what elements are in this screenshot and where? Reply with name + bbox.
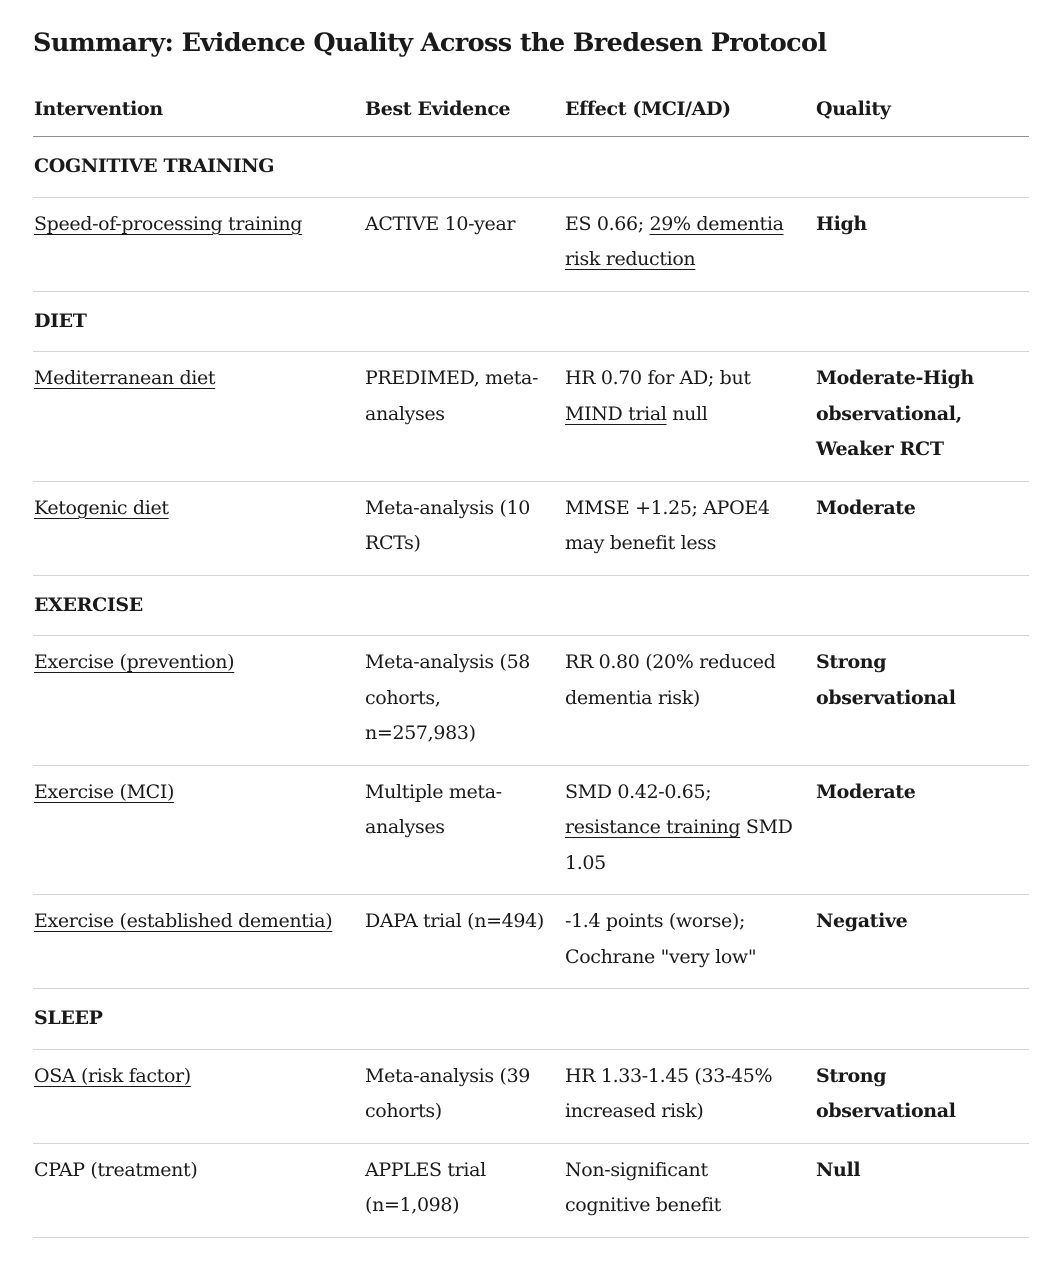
evidence-cell: Meta-analysis (10 RCTs) xyxy=(364,481,564,575)
section-row xyxy=(33,575,1029,636)
effect-text: SMD 0.42-0.65; xyxy=(565,780,712,803)
quality-cell: Moderate xyxy=(815,481,1029,575)
quality-cell: Null xyxy=(815,1143,1029,1237)
intervention-cell xyxy=(33,481,364,575)
table-title: Summary: Evidence Quality Across the Bredesen Protocol xyxy=(33,28,827,58)
intervention-link[interactable]: OSA (risk factor) xyxy=(34,1064,191,1087)
effect-text: -1.4 points (worse); Cochrane "very low" xyxy=(565,910,757,968)
column-header-effect: Effect (MCI/AD) xyxy=(564,94,815,137)
quality-cell: Strong observational xyxy=(815,636,1029,766)
table-row xyxy=(33,765,1029,895)
quality-cell: Strong observational xyxy=(815,1049,1029,1143)
section-heading: COGNITIVE TRAINING xyxy=(33,137,1029,198)
effect-cell xyxy=(564,636,815,766)
effect-cell xyxy=(564,481,815,575)
intervention-cell xyxy=(33,1143,364,1237)
effect-link[interactable]: resistance training xyxy=(565,816,741,838)
evidence-cell: ACTIVE 10-year xyxy=(364,197,564,291)
intervention-cell xyxy=(33,352,364,482)
evidence-cell: Meta-analysis (58 cohorts, n=257,983) xyxy=(364,636,564,766)
intervention-link[interactable]: Speed-of-processing training xyxy=(34,212,303,235)
effect-cell xyxy=(564,1049,815,1143)
quality-cell: Negative xyxy=(815,895,1029,989)
intervention-cell xyxy=(33,1049,364,1143)
intervention-cell xyxy=(33,636,364,766)
intervention-cell xyxy=(33,765,364,895)
intervention-cell xyxy=(33,197,364,291)
intervention-label: CPAP (treatment) xyxy=(34,1158,198,1181)
quality-cell: High xyxy=(815,197,1029,291)
header-row xyxy=(33,94,1029,137)
table-row xyxy=(33,481,1029,575)
section-heading: DIET xyxy=(33,291,1029,352)
evidence-cell: APPLES trial (n=1,098) xyxy=(364,1143,564,1237)
effect-text: ES 0.66; xyxy=(565,212,650,235)
effect-text-suffix: SMD 1.05 xyxy=(565,816,793,874)
effect-cell xyxy=(564,765,815,895)
effect-text-suffix: null xyxy=(666,402,708,425)
effect-text: HR 0.70 for AD; but xyxy=(565,367,751,389)
intervention-cell xyxy=(33,895,364,989)
evidence-cell: DAPA trial (n=494) xyxy=(364,895,564,989)
table-row xyxy=(33,1049,1029,1143)
table-row xyxy=(33,636,1029,766)
effect-link[interactable]: 29% dementia risk reduction xyxy=(565,212,784,270)
section-heading: EXERCISE xyxy=(33,575,1029,636)
effect-cell xyxy=(564,895,815,989)
effect-text: HR 1.33-1.45 (33-45% increased risk) xyxy=(565,1064,773,1122)
effect-text: RR 0.80 (20% reduced dementia risk) xyxy=(565,651,776,709)
evidence-cell: Multiple meta-analyses xyxy=(364,765,564,895)
table-row xyxy=(33,197,1029,291)
effect-link[interactable]: MIND trial xyxy=(565,402,667,425)
section-heading: SLEEP xyxy=(33,989,1029,1050)
intervention-link[interactable]: Mediterranean diet xyxy=(34,367,216,389)
intervention-link[interactable]: Exercise (prevention) xyxy=(34,651,235,673)
article-body xyxy=(33,0,1029,1238)
evidence-table xyxy=(33,94,1029,1238)
effect-cell xyxy=(564,352,815,482)
evidence-cell: PREDIMED, meta-analyses xyxy=(364,352,564,482)
effect-text: Non-significant cognitive benefit xyxy=(565,1158,721,1216)
column-header-intervention: Intervention xyxy=(33,94,364,137)
effect-cell xyxy=(564,1143,815,1237)
column-header-quality: Quality xyxy=(815,94,1029,137)
table-row xyxy=(33,352,1029,482)
effect-cell xyxy=(564,197,815,291)
table-row xyxy=(33,895,1029,989)
effect-text: MMSE +1.25; APOE4 may benefit less xyxy=(565,496,770,554)
intervention-link[interactable]: Exercise (established dementia) xyxy=(34,910,333,932)
quality-cell: Moderate xyxy=(815,765,1029,895)
quality-cell: Moderate-High observational, Weaker RCT xyxy=(815,352,1029,482)
intervention-link[interactable]: Ketogenic diet xyxy=(34,496,169,519)
evidence-cell: Meta-analysis (39 cohorts) xyxy=(364,1049,564,1143)
section-row xyxy=(33,137,1029,198)
intervention-link[interactable]: Exercise (MCI) xyxy=(34,780,175,803)
column-header-best-evidence: Best Evidence xyxy=(364,94,564,137)
section-row xyxy=(33,989,1029,1050)
section-row xyxy=(33,291,1029,352)
table-row xyxy=(33,1143,1029,1237)
